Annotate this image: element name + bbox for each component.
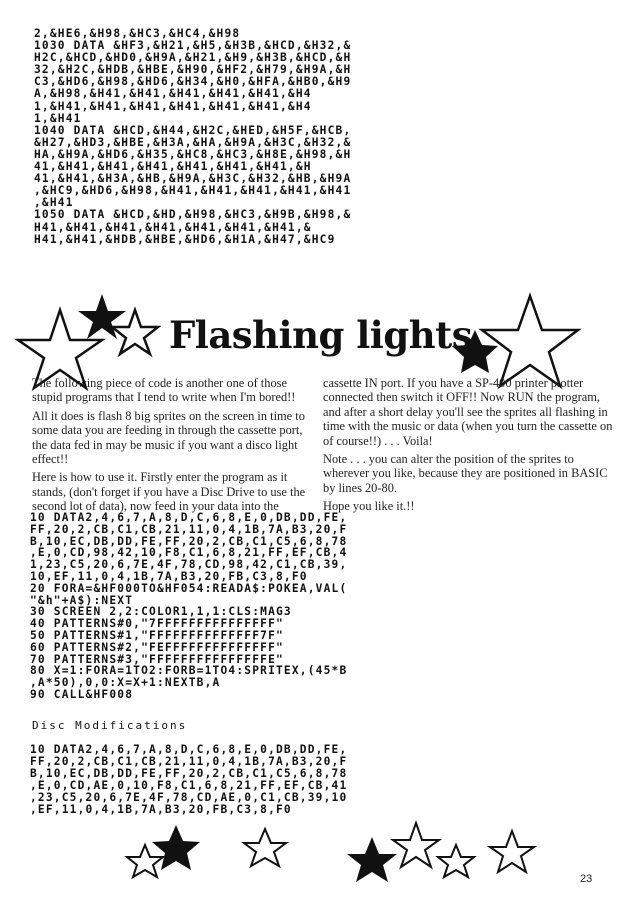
article-title: Flashing lights bbox=[169, 313, 473, 357]
article-left-column bbox=[32, 376, 314, 518]
page-number: 23 bbox=[580, 873, 593, 885]
star-outline-icon bbox=[490, 831, 534, 872]
article-right-column bbox=[323, 376, 613, 518]
star-outline-icon bbox=[244, 829, 286, 866]
star-outline-icon bbox=[482, 296, 578, 386]
star-footer bbox=[0, 815, 640, 905]
star-outline-icon bbox=[127, 845, 163, 877]
star-outline-icon bbox=[393, 823, 439, 867]
star-outline-icon bbox=[438, 845, 474, 877]
paragraph: Hope you like it.!! bbox=[323, 499, 415, 514]
code-listing-top: 2,&HE6,&H98,&HC3,&HC4,&H98 1030 DATA &HF3,&H21,&H5,&H3B,&HCD,&H32,& H2C,&HCD,&HD0,&H9A,&H21,&H9,&H3B,&HCD,&H 32,&H2C,&HDB,&HBE,&H90,&HF2,&H79,&H9A,&H C3,&HD6,&H98,&HD6,&H34,&H0,&HFA,&HB0,&H9 A,&H98,&H41,&H41,&H41,&H41,&H41,&H4 1,&H41,&H41,&H41,&H41,&H41,&H41,&H4 1,&H41 1040 DATA &HCD,&H44,&H2C,&HED,&H5F,&HCB, &H27,&HD3,&HBE,&H3A,&HA,&H9A,&H3C,&H32,& HA,&H9A,&HD6,&H35,&HC8,&HC3,&H8E,&H98,&H 41,&H41,&H41,&H41,&H41,&H41,&H41,&H 41,&H41,&H3A,&HB,&H9A,&H3C,&H32,&HB,&H9A ,&HC9,&HD6,&H98,&H41,&H41,&H41,&H41,&H41 ,&H41 1050 DATA &HCD,&HD,&H98,&HC3,&H9B,&H98,& H41,&H41,&H41,&H41,&H41,&H41,&H41,& H41,&H41,&HDB,&HBE,&HD6,&H1A,&H47,&HC9 bbox=[34, 27, 352, 246]
star-outline-icon bbox=[112, 310, 158, 354]
star-filled-icon bbox=[152, 825, 200, 870]
paragraph: The following piece of code is another one of those stupid programs that I tend to write when I'm bored!! bbox=[32, 376, 296, 405]
paragraph: All it does is flash 8 big sprites on the screen in time to some data you are feeding in through the cassette port, the data fed in may be music if you want a disco light effect!! bbox=[32, 408, 305, 467]
disc-modifications-heading: Disc Modifications bbox=[32, 719, 188, 732]
code-listing-main: 10 DATA2,4,6,7,A,8,D,C,6,8,E,0,DB,DD,FE, FF,20,2,CB,C1,CB,21,11,0,4,1B,7A,B3,20,F B,10,EC,DB,DD,FE,FF,20,2,CB,C1,C5,6,8,78 ,E,0,CD,98,42,10,F8,C1,6,8,21,FF,EF,CB,4 1,23,C5,20,6,7E,4F,78,CD,98,42,C1,CB,39, 10,EF,11,0,4,1B,7A,B3,20,FB,C3,8,F0 20 FORA=&HF000TO&HF054:READA$:POKEA,VAL( "&h"+A$):NEXT 30 SCREEN 2,2:COLOR1,1,1:CLS:MAG3 40 PATTERNS#0,"7FFFFFFFFFFFFFFF" 50 PATTERNS#1,"FFFFFFFFFFFFFF7F" 60 PATTERNS#2,"FEFFFFFFFFFFFFFF" 70 PATTERNS#3,"FFFFFFFFFFFFFFFE" 80 X=1:FORA=1TO2:FORB=1TO4:SPRITEX,(45*B ,A*50),0,0:X=X+1:NEXTB,A 90 CALL&HF008 bbox=[30, 511, 348, 701]
paragraph: Note . . . you can alter the position of the sprites to wherever you like, because they are positioned in BASIC by lines 20-80. bbox=[323, 452, 608, 495]
star-filled-icon bbox=[347, 837, 397, 882]
paragraph: Here is how to use it. Firstly enter the program as it stands, (don't forget if you have a Disc Drive to use the second lot of data), now feed in your data into the bbox=[32, 470, 306, 514]
code-listing-disc: 10 DATA2,4,6,7,A,8,D,C,6,8,E,0,DB,DD,FE, FF,20,2,CB,C1,CB,21,11,0,4,1B,7A,B3,20,F B,10,EC,DB,DD,FE,FF,20,2,CB,C1,C5,6,8,78 ,E,0,CD,AE,0,10,F8,C1,6,8,21,FF,EF,CB,41 ,23,C5,20,6,7E,4F,78,CD,AE,0,C1,CB,39,10 ,EF,11,0,4,1B,7A,B3,20,FB,C3,8,F0 bbox=[30, 743, 348, 816]
paragraph: cassette IN port. If you have a SP-400 printer plotter connected then switch it OFF!! Now RUN the program, and after a short delay you'll see the sprites all flashing in time with the music or data (when you turn the cassette on of course!!) . . . Voila! bbox=[323, 376, 613, 448]
